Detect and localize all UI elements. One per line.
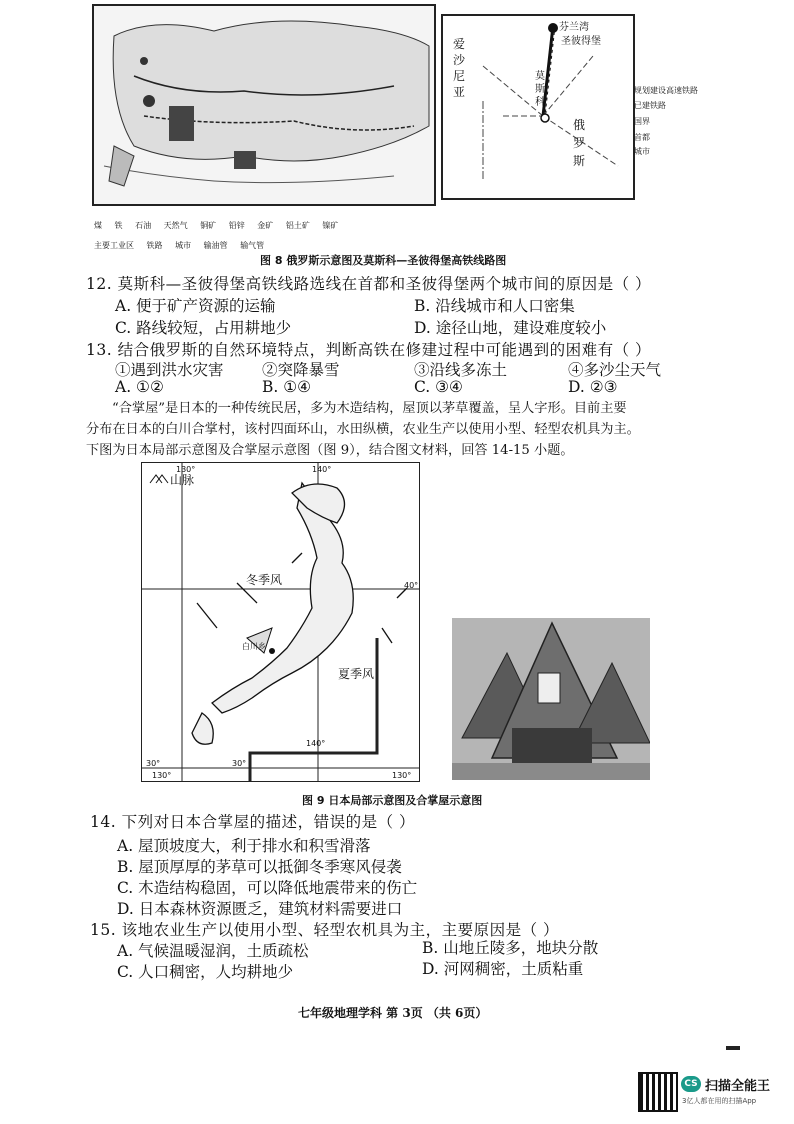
legend-iron: 铁: [114, 221, 123, 230]
legend-oil-pipe: 输油管: [203, 241, 228, 250]
q13-item-1: ①遇到洪水灾害: [115, 361, 224, 379]
winter-wind-label: 冬季风: [246, 573, 283, 587]
passage: [86, 398, 726, 461]
q13-option-d: D. ②③: [568, 378, 618, 396]
legend-industrial: 主要工业区: [94, 241, 134, 250]
q15-option-c: C. 人口稠密，人均耕地少: [117, 963, 294, 981]
q13-item-2: ②突降暴雪: [262, 361, 340, 379]
legend-gold: 金矿: [257, 221, 274, 230]
watermark-brand: 扫描全能王: [705, 1079, 771, 1094]
legend-copper: 铜矿: [200, 221, 217, 230]
page-footer: 七年级地理学科 第 3页 （共 6页）: [298, 1006, 488, 1020]
q13-option-c: C. ③④: [414, 378, 463, 396]
lon-130-bottom-right: 130°: [392, 771, 412, 780]
q15-option-d: D. 河网稠密，土质粘重: [422, 960, 584, 978]
gassho-house-drawing: [452, 618, 650, 780]
q13-option-b: B. ①④: [262, 378, 312, 396]
q13-option-a: A. ①②: [115, 378, 164, 396]
lon-140-top: 140°: [312, 465, 332, 474]
legend-planned-hsr: 规划建设高速铁路: [634, 86, 698, 95]
lon-130-top: 130°: [176, 465, 196, 474]
russia-map: [92, 4, 436, 206]
q12-option-d: D. 途径山地，建设难度较小: [414, 319, 607, 337]
shirakawa-label: 白川乡: [242, 642, 266, 651]
q13-item-4: ④多沙尘天气: [568, 361, 662, 379]
qr-code-icon: [638, 1072, 678, 1112]
russia-label: 俄罗斯: [573, 118, 586, 168]
lat-30-left: 30°: [146, 759, 161, 768]
japan-map: [141, 462, 420, 782]
fig8-legend-row1: [94, 220, 348, 231]
gassho-house-photo: [452, 618, 650, 780]
finland-gulf-label: 芬兰湾: [559, 22, 589, 33]
q15-option-a: A. 气候温暖湿润，土质疏松: [117, 942, 309, 960]
legend-existing-rail: 已建铁路: [634, 101, 666, 110]
q14-option-c: C. 木造结构稳固，可以降低地震带来的伤亡: [117, 879, 418, 897]
camscanner-badge-icon: CS: [681, 1076, 701, 1092]
russia-map-drawing: [94, 6, 434, 204]
q14-stem: 14. 下列对日本合掌屋的描述，错误的是（ ）: [90, 813, 416, 831]
q13-stem: 13. 结合俄罗斯的自然环境特点，判断高铁在修建过程中可能遇到的困难有（ ）: [86, 341, 652, 359]
legend-leadzinc: 铅锌: [228, 221, 245, 230]
legend-oil: 石油: [135, 221, 152, 230]
q15-stem: 15. 该地农业生产以使用小型、轻型农机具为主，主要原因是（ ）: [90, 921, 560, 939]
q12-option-b: B. 沿线城市和人口密集: [414, 297, 575, 315]
lon-130-bottom: 130°: [152, 771, 172, 780]
spb-label: 圣彼得堡: [561, 36, 601, 47]
q12-option-c: C. 路线较短，占用耕地少: [115, 319, 292, 337]
legend-gas: 天然气: [163, 221, 188, 230]
passage-line1: “合掌屋”是日本的一种传统民居，多为木造结构，屋顶以茅草覆盖，呈人字形。目前主要: [112, 401, 627, 416]
q14-option-a: A. 屋顶坡度大，利于排水和积雪滑落: [117, 837, 371, 855]
lon-140-bottom: 140°: [306, 739, 326, 748]
lat-30-mid: 30°: [232, 759, 247, 768]
legend-city: 城市: [175, 241, 192, 250]
mountain-legend-label: 山脉: [170, 473, 195, 487]
q14-option-d: D. 日本森林资源匮乏，建筑材料需要进口: [117, 900, 403, 918]
legend-city: 城市: [634, 147, 650, 156]
fig8-legend-row2: [94, 240, 274, 251]
legend-nickel: 镍矿: [322, 221, 339, 230]
fig8-caption: 图 8 俄罗斯示意图及莫斯科—圣彼得堡高铁线路图: [260, 254, 507, 267]
inset-legend: [634, 86, 706, 158]
estonia-label: 爱沙尼亚: [453, 37, 466, 99]
fig9-caption: 图 9 日本局部示意图及合掌屋示意图: [302, 794, 483, 807]
passage-line3: 下图为日本局部示意图及合掌屋示意图（图 9），结合图文材料，回答 14-15 小题。: [86, 443, 574, 458]
passage-line2: 分布在日本的白川合掌村，该村四面环山，水田纵横，农业生产以使用小型、轻型农机具为主。: [86, 422, 640, 437]
japan-map-drawing: [142, 463, 419, 781]
q12-option-a: A. 便于矿产资源的运输: [115, 297, 276, 315]
watermark-subtitle: 3亿人都在用的扫描App: [682, 1097, 757, 1105]
scan-mark: [726, 1046, 740, 1050]
rail-inset-map: [441, 14, 635, 200]
q14-option-b: B. 屋顶厚厚的茅草可以抵御冬季寒风侵袭: [117, 858, 402, 876]
q15-option-b: B. 山地丘陵多，地块分散: [422, 939, 599, 957]
lat-40-right: 40°: [404, 581, 419, 590]
legend-gas-pipe: 输气管: [240, 241, 265, 250]
legend-bauxite: 铝土矿: [285, 221, 310, 230]
q13-item-3: ③沿线多冻土: [414, 361, 508, 379]
legend-coal: 煤: [94, 221, 102, 230]
legend-capital: 首都: [634, 133, 650, 142]
legend-border: 国界: [634, 117, 650, 126]
legend-railway: 铁路: [146, 241, 163, 250]
moscow-label: 莫斯科: [535, 71, 545, 108]
q12-stem: 12. 莫斯科—圣彼得堡高铁线路选线在首都和圣彼得堡两个城市间的原因是（ ）: [86, 275, 652, 293]
summer-wind-label: 夏季风: [338, 667, 375, 681]
